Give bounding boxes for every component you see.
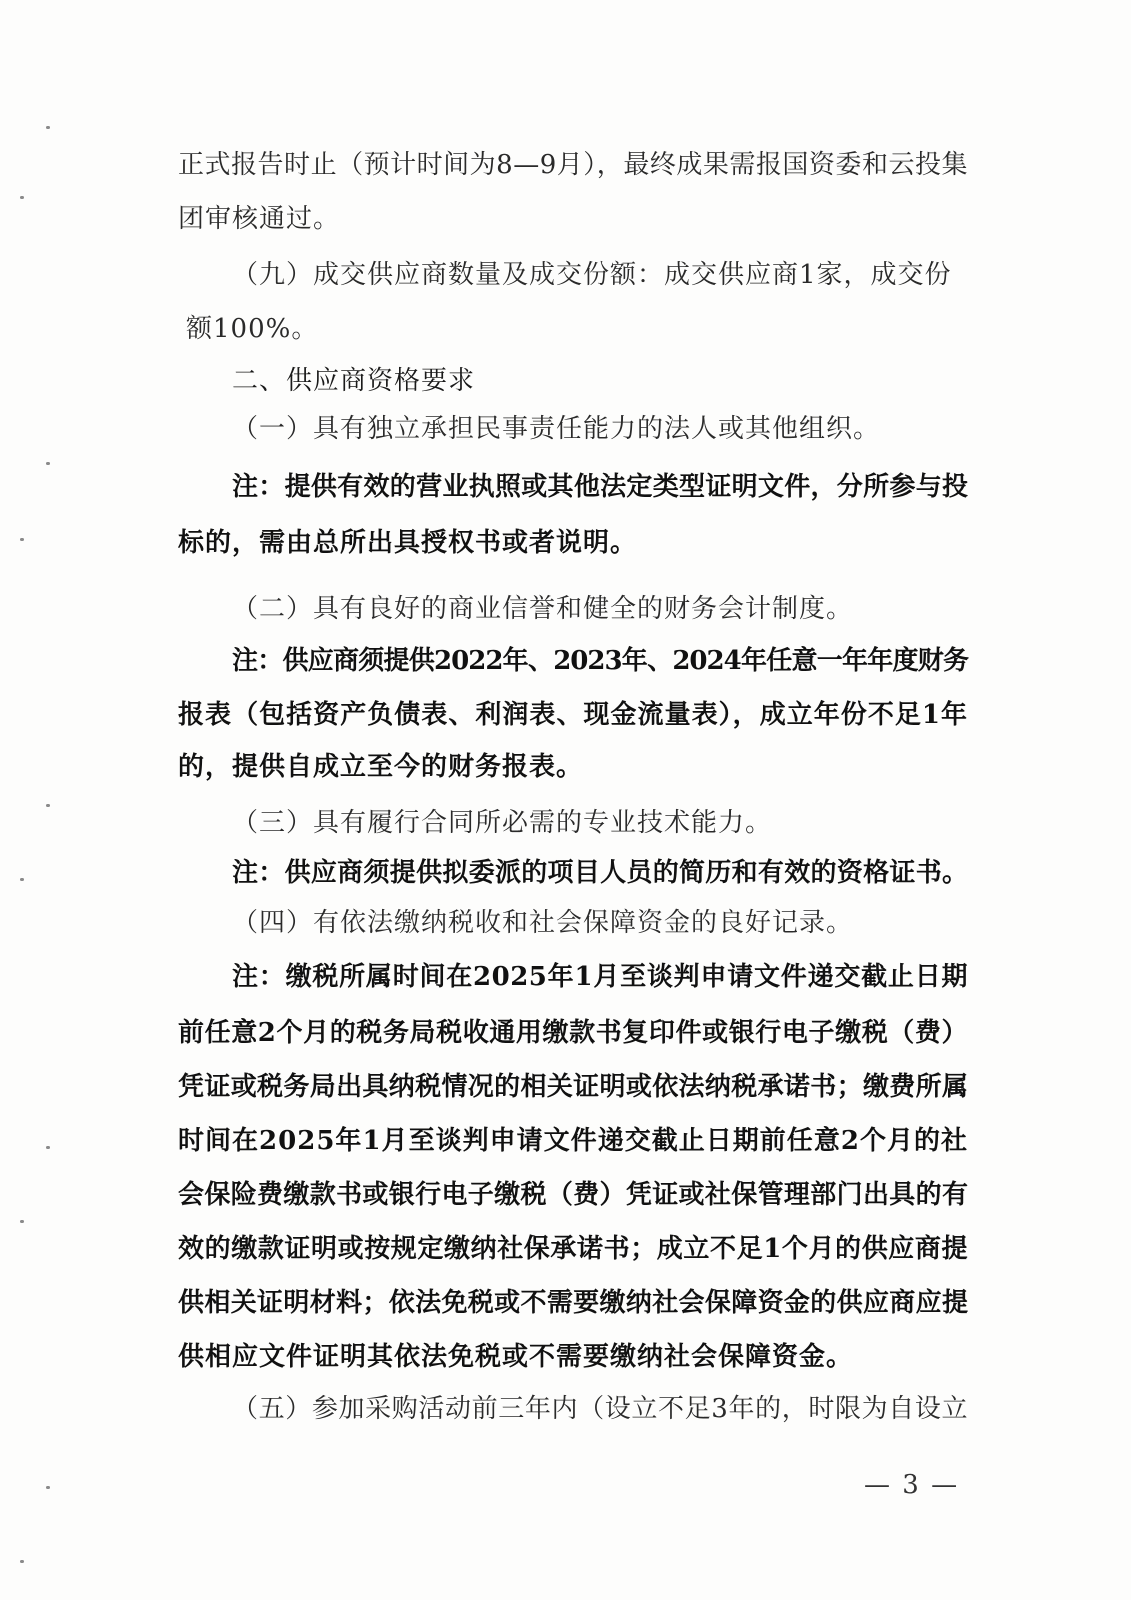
page-number: — 3 — — [864, 1470, 960, 1500]
requirement-item: （一）具有独立承担民事责任能力的法人或其他组织。 — [232, 414, 881, 444]
scan-speck — [20, 196, 24, 199]
body-text-line: 正式报告时止（预计时间为8—9月），最终成果需报国资委和云投集 — [178, 150, 968, 180]
requirement-note: 时间在2025年1月至谈判申请文件递交截止日期前任意2个月的社 — [178, 1126, 968, 1156]
requirement-item: （三）具有履行合同所必需的专业技术能力。 — [232, 808, 773, 838]
requirement-item: （二）具有良好的商业信誉和健全的财务会计制度。 — [232, 594, 854, 624]
requirement-note: 会保险费缴款书或银行电子缴税（费）凭证或社保管理部门出具的有 — [178, 1180, 968, 1210]
requirement-note: 供相应文件证明其依法免税或不需要缴纳社会保障资金。 — [178, 1342, 854, 1372]
requirement-note: 注：缴税所属时间在2025年1月至谈判申请文件递交截止日期 — [232, 962, 968, 992]
requirement-note: 供相关证明材料；依法免税或不需要缴纳社会保障资金的供应商应提 — [178, 1288, 968, 1318]
scan-speck — [46, 1146, 50, 1149]
requirement-item: （四）有依法缴纳税收和社会保障资金的良好记录。 — [232, 908, 854, 938]
scan-speck — [46, 462, 50, 465]
requirement-note: 凭证或税务局出具纳税情况的相关证明或依法纳税承诺书；缴费所属 — [178, 1072, 968, 1102]
requirement-note: 前任意2个月的税务局税收通用缴款书复印件或银行电子缴税（费） — [178, 1018, 968, 1048]
section-heading: 二、供应商资格要求 — [232, 366, 476, 396]
scan-speck — [46, 126, 50, 129]
scan-speck — [20, 1560, 24, 1563]
body-text-line: 团审核通过。 — [178, 204, 341, 234]
scan-speck — [46, 1486, 50, 1489]
scan-speck — [20, 1220, 24, 1223]
body-text-line: 额100%。 — [186, 314, 319, 344]
requirement-note: 报表（包括资产负债表、利润表、现金流量表），成立年份不足1年 — [178, 700, 968, 730]
requirement-note: 效的缴款证明或按规定缴纳社保承诺书；成立不足1个月的供应商提 — [178, 1234, 968, 1264]
requirement-note: 的，提供自成立至今的财务报表。 — [178, 752, 584, 782]
requirement-item: （五）参加采购活动前三年内（设立不足3年的，时限为自设立 — [232, 1394, 968, 1424]
scan-speck — [20, 878, 24, 881]
section-item-nine: （九）成交供应商数量及成交份额：成交供应商1家，成交份 — [232, 260, 952, 290]
scan-speck — [46, 804, 50, 807]
requirement-note: 注：提供有效的营业执照或其他法定类型证明文件，分所参与投 — [232, 472, 968, 502]
requirement-note: 注：供应商须提供拟委派的项目人员的简历和有效的资格证书。 — [232, 858, 968, 888]
scan-speck — [20, 538, 24, 541]
requirement-note: 注：供应商须提供2022年、2023年、2024年任意一年年度财务 — [232, 646, 968, 676]
requirement-note: 标的，需由总所出具授权书或者说明。 — [178, 528, 638, 558]
